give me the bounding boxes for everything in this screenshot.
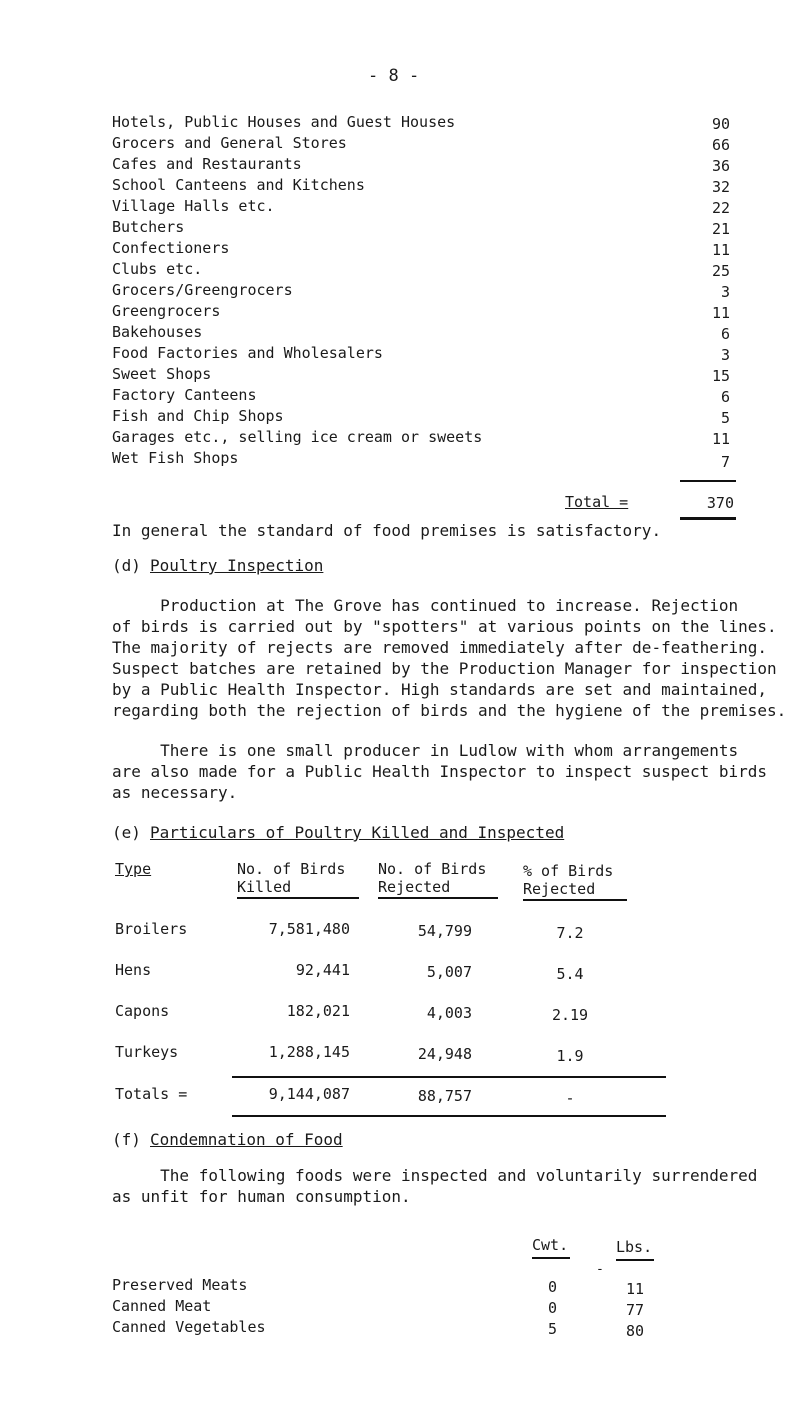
premises-name: Hotels, Public Houses and Guest Houses	[112, 113, 456, 131]
row-killed: 7,581,480	[268, 920, 350, 938]
premises-name: Grocers and General Stores	[112, 134, 347, 152]
header-rule	[378, 897, 498, 899]
totals-rejected: 88,757	[417, 1087, 472, 1105]
header-rule	[616, 1259, 654, 1261]
premises-count: 15	[711, 367, 730, 385]
food-item-name: Canned Vegetables	[112, 1318, 266, 1336]
row-rejected: 54,799	[417, 922, 472, 940]
col-header-pct: % of Birds	[523, 862, 614, 880]
paragraph-line: The following foods were inspected and voluntarily surrendered	[112, 1166, 758, 1185]
paragraph-line: There is one small producer in Ludlow with whom arrangements	[112, 741, 739, 760]
row-pct: 7.2	[556, 924, 584, 942]
premises-count: 7	[720, 453, 730, 471]
premises-count: 6	[720, 325, 730, 343]
premises-count: 32	[711, 178, 730, 196]
paragraph-line: regarding both the rejection of birds and the hygiene of the premises.	[112, 701, 787, 720]
row-pct: 5.4	[556, 965, 584, 983]
section-e-marker: (e)	[112, 823, 141, 842]
total-value: 370	[706, 494, 734, 512]
section-f-heading: Condemnation of Food	[150, 1130, 343, 1149]
row-rejected: 5,007	[426, 963, 472, 981]
paragraph-line: The majority of rejects are removed immediately after de-feathering.	[112, 638, 768, 657]
premises-count: 36	[711, 157, 730, 175]
col-header-pct-2: Rejected	[523, 880, 596, 898]
row-rejected: 24,948	[417, 1045, 472, 1063]
food-item-cwt: 0	[548, 1299, 558, 1317]
paragraph-line: Suspect batches are retained by the Production Manager for inspection	[112, 659, 777, 678]
row-rejected: 4,003	[426, 1004, 472, 1022]
premises-count: 3	[720, 346, 730, 364]
totals-pct: -	[565, 1089, 575, 1107]
col-header-killed-2: Killed	[237, 878, 292, 896]
premises-name: Wet Fish Shops	[112, 449, 239, 467]
page-number: - 8 -	[368, 66, 420, 86]
row-killed: 92,441	[295, 961, 350, 979]
food-item-name: Preserved Meats	[112, 1276, 248, 1294]
premises-count: 11	[711, 241, 730, 259]
row-type: Hens	[115, 961, 152, 979]
food-item-lbs: 77	[626, 1301, 645, 1319]
premises-name: Bakehouses	[112, 323, 203, 341]
premises-count: 5	[720, 409, 730, 427]
col-header-lbs: Lbs.	[616, 1238, 653, 1256]
paragraph-line: of birds is carried out by "spotters" at various points on the lines.	[112, 617, 777, 636]
premises-count: 22	[711, 199, 730, 217]
row-type: Capons	[115, 1002, 170, 1020]
row-killed: 1,288,145	[268, 1043, 350, 1061]
totals-label: Totals =	[115, 1085, 188, 1103]
quantity-dash: -	[596, 1262, 604, 1277]
header-rule	[532, 1257, 570, 1259]
row-type: Broilers	[115, 920, 188, 938]
general-statement: In general the standard of food premises is satisfactory.	[112, 521, 662, 540]
food-item-name: Canned Meat	[112, 1297, 212, 1315]
section-e-heading: Particulars of Poultry Killed and Inspected	[150, 823, 565, 842]
premises-count: 25	[711, 262, 730, 280]
paragraph-line: Production at The Grove has continued to increase. Rejection	[112, 596, 739, 615]
section-f-marker: (f)	[112, 1130, 141, 1149]
food-item-lbs: 80	[626, 1322, 645, 1340]
premises-name: Clubs etc.	[112, 260, 203, 278]
premises-count: 11	[711, 430, 730, 448]
header-rule	[237, 897, 359, 899]
premises-name: Butchers	[112, 218, 185, 236]
col-header-rejected: No. of Birds	[378, 860, 487, 878]
total-label: Total =	[565, 493, 629, 511]
premises-name: School Canteens and Kitchens	[112, 176, 365, 194]
premises-name: Fish and Chip Shops	[112, 407, 284, 425]
food-item-cwt: 5	[548, 1320, 558, 1338]
header-rule	[523, 899, 627, 901]
total-rule-bottom	[680, 517, 736, 520]
premises-name: Grocers/Greengrocers	[112, 281, 293, 299]
food-item-cwt: 0	[548, 1278, 558, 1296]
premises-count: 21	[711, 220, 730, 238]
premises-count: 3	[720, 283, 730, 301]
paragraph-line: as unfit for human consumption.	[112, 1187, 411, 1206]
col-header-rejected-2: Rejected	[378, 878, 451, 896]
premises-name: Factory Canteens	[112, 386, 257, 404]
row-pct: 2.19	[551, 1006, 589, 1024]
paragraph-line: by a Public Health Inspector. High standards are set and maintained,	[112, 680, 768, 699]
paragraph-line: are also made for a Public Health Inspector to inspect suspect birds	[112, 762, 768, 781]
premises-name: Village Halls etc.	[112, 197, 275, 215]
premises-name: Confectioners	[112, 239, 230, 257]
totals-rule-top	[232, 1076, 666, 1078]
row-type: Turkeys	[115, 1043, 179, 1061]
food-item-lbs: 11	[626, 1280, 645, 1298]
section-d-marker: (d)	[112, 556, 141, 575]
premises-count: 11	[711, 304, 730, 322]
row-killed: 182,021	[286, 1002, 350, 1020]
row-pct: 1.9	[556, 1047, 584, 1065]
premises-count: 6	[720, 388, 730, 406]
premises-name: Garages etc., selling ice cream or sweets	[112, 428, 483, 446]
premises-name: Sweet Shops	[112, 365, 212, 383]
totals-killed: 9,144,087	[268, 1085, 350, 1103]
premises-name: Cafes and Restaurants	[112, 155, 302, 173]
premises-name: Greengrocers	[112, 302, 221, 320]
totals-rule-bottom	[232, 1115, 666, 1117]
paragraph-line: as necessary.	[112, 783, 238, 802]
premises-count: 90	[711, 115, 730, 133]
total-rule-top	[680, 480, 736, 482]
premises-count: 66	[711, 136, 730, 154]
col-header-cwt: Cwt.	[532, 1236, 569, 1254]
premises-name: Food Factories and Wholesalers	[112, 344, 383, 362]
col-header-type: Type	[115, 860, 152, 878]
section-d-heading: Poultry Inspection	[150, 556, 324, 575]
col-header-killed: No. of Birds	[237, 860, 346, 878]
